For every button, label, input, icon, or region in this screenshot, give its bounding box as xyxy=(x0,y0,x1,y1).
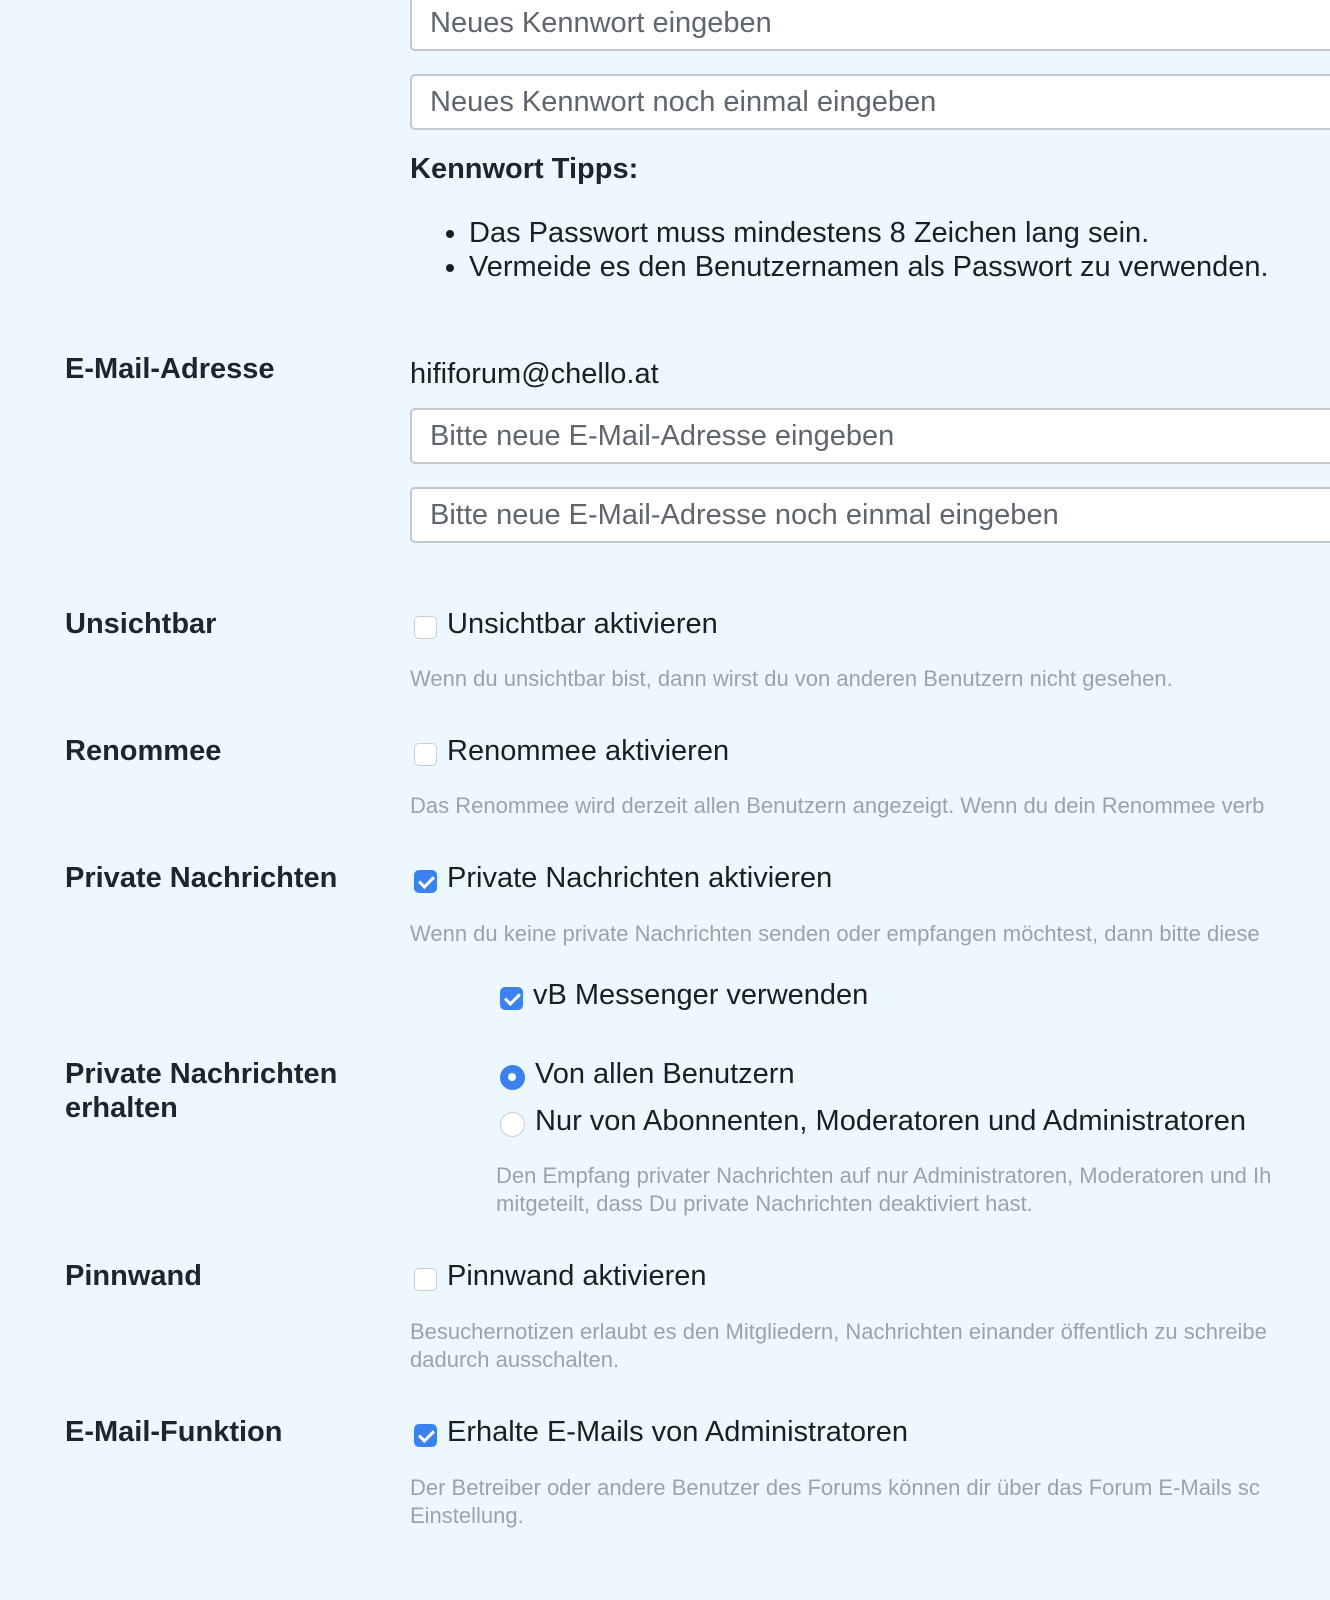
invisible-description: Wenn du unsichtbar bist, dann wirst du von anderen Benutzern nicht gesehen. xyxy=(410,666,1173,691)
reputation-checkbox[interactable] xyxy=(414,743,437,766)
reputation-description: Das Renommee wird derzeit allen Benutzern angezeigt. Wenn du dein Renommee verb xyxy=(410,793,1265,818)
email-function-description-line1: Der Betreiber oder andere Benutzer des Forums können dir über das Forum E-Mails sc xyxy=(410,1475,1260,1500)
password-tips-list xyxy=(410,216,1269,284)
receive-pm-option-label[interactable]: Nur von Abonnenten, Moderatoren und Administratoren xyxy=(535,1105,1246,1137)
receive-pm-label-line2: erhalten xyxy=(65,1092,178,1124)
new-password-input[interactable] xyxy=(410,0,1330,51)
receive-pm-description-line1: Den Empfang privater Nachrichten auf nur Administratoren, Moderatoren und Ih xyxy=(496,1163,1272,1188)
email-function-label: E-Mail-Funktion xyxy=(65,1416,283,1448)
pinboard-toggle[interactable] xyxy=(414,1259,707,1293)
pinboard-label: Pinnwand xyxy=(65,1260,202,1292)
messenger-checkbox-label[interactable]: vB Messenger verwenden xyxy=(533,979,869,1011)
reputation-label: Renommee xyxy=(65,735,222,767)
reputation-checkbox-label[interactable]: Renommee aktivieren xyxy=(447,735,730,767)
pinboard-description xyxy=(410,1318,1267,1374)
private-messages-description: Wenn du keine private Nachrichten senden oder empfangen möchtest, dann bitte diese xyxy=(410,921,1260,946)
current-email-value: hififorum@chello.at xyxy=(410,358,659,390)
private-messages-checkbox[interactable] xyxy=(414,870,437,893)
receive-pm-radio-all[interactable] xyxy=(500,1065,525,1090)
email-function-checkbox-label[interactable]: Erhalte E-Mails von Administratoren xyxy=(447,1416,908,1448)
receive-pm-description xyxy=(496,1162,1271,1218)
private-messages-label: Private Nachrichten xyxy=(65,862,338,894)
private-messages-toggle[interactable] xyxy=(414,861,832,895)
invisible-checkbox[interactable] xyxy=(414,616,437,639)
invisible-checkbox-label[interactable]: Unsichtbar aktivieren xyxy=(447,608,718,640)
receive-pm-option-label[interactable]: Von allen Benutzern xyxy=(535,1058,795,1090)
private-messages-checkbox-label[interactable]: Private Nachrichten aktivieren xyxy=(447,862,833,894)
email-function-description-line2: Einstellung. xyxy=(410,1503,524,1528)
email-function-toggle[interactable] xyxy=(414,1415,908,1449)
receive-pm-option-all[interactable] xyxy=(500,1057,795,1091)
pinboard-checkbox-label[interactable]: Pinnwand aktivieren xyxy=(447,1260,707,1292)
confirm-email-input[interactable] xyxy=(410,487,1330,543)
receive-pm-label-line1: Private Nachrichten xyxy=(65,1058,338,1090)
confirm-password-input[interactable] xyxy=(410,74,1330,130)
messenger-checkbox[interactable] xyxy=(500,987,523,1010)
password-tip: • Vermeide es den Benutzernamen als Passwort zu verwenden. xyxy=(469,250,1269,284)
password-tips-title: Kennwort Tipps: xyxy=(410,153,639,185)
email-label: E-Mail-Adresse xyxy=(65,353,275,385)
password-tip: • Das Passwort muss mindestens 8 Zeichen lang sein. xyxy=(469,216,1269,250)
pinboard-description-line2: dadurch ausschalten. xyxy=(410,1347,620,1372)
email-function-checkbox[interactable] xyxy=(414,1424,437,1447)
invisible-label: Unsichtbar xyxy=(65,608,217,640)
messenger-toggle[interactable] xyxy=(500,978,868,1012)
receive-pm-label xyxy=(65,1057,337,1125)
email-function-description xyxy=(410,1474,1260,1530)
invisible-toggle[interactable] xyxy=(414,607,718,641)
receive-pm-option-restricted[interactable] xyxy=(500,1104,1246,1138)
receive-pm-radio-restricted[interactable] xyxy=(500,1112,525,1137)
pinboard-checkbox[interactable] xyxy=(414,1268,437,1291)
receive-pm-description-line2: mitgeteilt, dass Du private Nachrichten deaktiviert hast. xyxy=(496,1191,1033,1216)
new-email-input[interactable] xyxy=(410,408,1330,464)
reputation-toggle[interactable] xyxy=(414,734,729,768)
pinboard-description-line1: Besuchernotizen erlaubt es den Mitgliedern, Nachrichten einander öffentlich zu schreibe xyxy=(410,1319,1267,1344)
